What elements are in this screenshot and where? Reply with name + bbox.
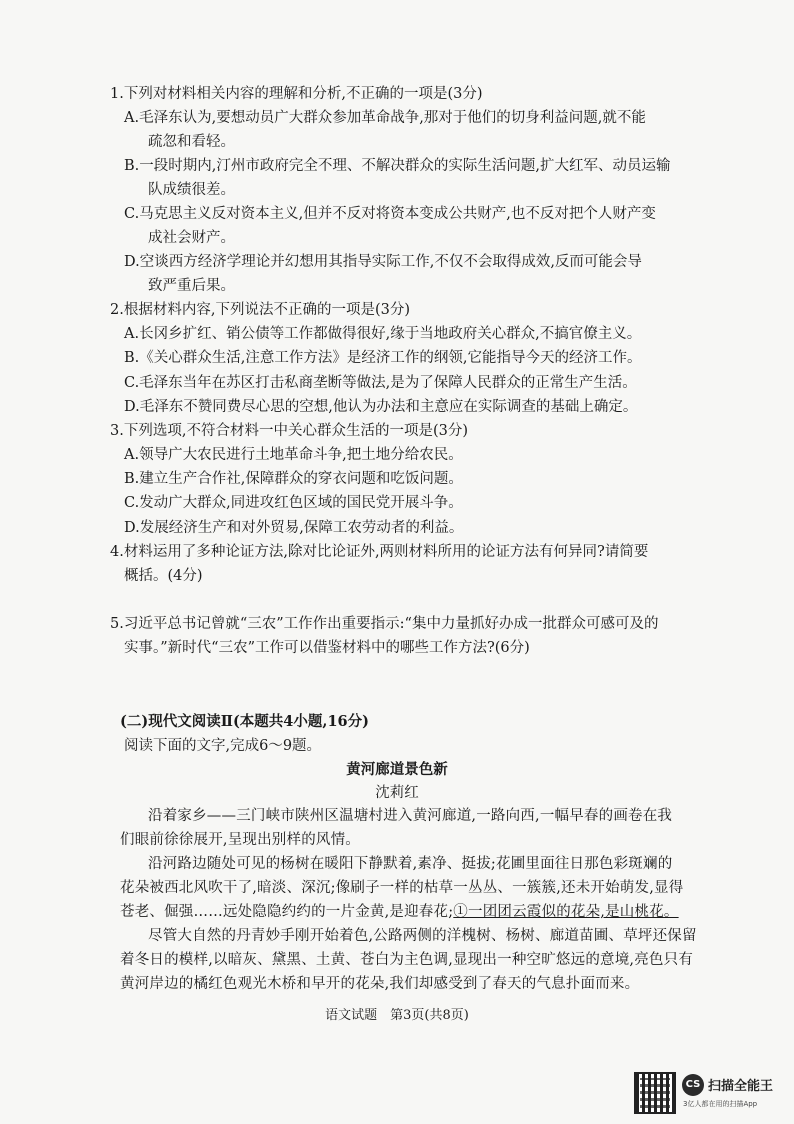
question-1-option-d: D.空谈西方经济学理论并幻想用其指导实际工作,不仅不会取得成效,反而可能会导 (124, 254, 642, 270)
page-footer: 语文试题 第3页(共8页) (325, 1008, 469, 1023)
question-1-option-a: A.毛泽东认为,要想动员广大群众参加革命战争,那对于他们的切身利益问题,就不能 (124, 110, 646, 126)
passage-line: 尽管大自然的丹青妙手刚开始着色,公路两侧的洋槐树、杨树、廊道苗圃、草坪还保留 (148, 928, 697, 944)
question-1-option-a-cont: 疏忽和看轻。 (148, 134, 235, 150)
question-1-option-d-cont: 致严重后果。 (148, 278, 235, 294)
passage-line: 沿河路边随处可见的杨树在暖阳下静默着,素净、挺拔;花圃里面往日那色彩斑斓的 (148, 856, 673, 872)
question-2-option-c: C.毛泽东当年在苏区打击私商垄断等做法,是为了保障人民群众的正常生产生活。 (124, 375, 637, 391)
camscanner-name: 扫描全能王 (708, 1079, 774, 1094)
question-4-stem-cont: 概括。(4分) (124, 568, 203, 584)
question-5-stem-cont: 实事。”新时代“三农”工作可以借鉴材料中的哪些工作方法?(6分) (124, 640, 530, 656)
question-1-option-c: C.马克思主义反对资本主义,但并不反对将资本变成公共财产,也不反对把个人财产变 (124, 206, 656, 222)
passage-title: 黄河廊道景色新 (346, 761, 448, 778)
passage-line: 沿着家乡——三门峡市陕州区温塘村进入黄河廊道,一路向西,一幅早春的画卷在我 (148, 808, 673, 824)
question-3-option-a: A.领导广大农民进行土地革命斗争,把土地分给农民。 (124, 447, 463, 463)
passage-line: 花朵被西北风吹干了,暗淡、深沉;像刷子一样的枯草一丛丛、一簇簇,还未开始萌发,显得 (120, 880, 684, 896)
section-heading: (二)现代文阅读Ⅱ(本题共4小题,16分) (120, 713, 369, 730)
passage-line-text: 苍老、倔强……远处隐隐约约的一片金黄,是迎春花; (120, 904, 454, 920)
question-1-option-b-cont: 队成绩很差。 (148, 182, 235, 198)
question-1-stem: 1.下列对材料相关内容的理解和分析,不正确的一项是(3分) (110, 86, 483, 102)
question-3-option-b: B.建立生产合作社,保障群众的穿衣问题和吃饭问题。 (124, 471, 463, 487)
question-3-stem: 3.下列选项,不符合材料一中关心群众生活的一项是(3分) (110, 423, 468, 439)
question-2-option-b: B.《关心群众生活,注意工作方法》是经济工作的纲领,它能指导今天的经济工作。 (124, 350, 642, 366)
question-1-option-b: B.一段时期内,汀州市政府完全不理、不解决群众的实际生活问题,扩大红军、动员运输 (124, 158, 671, 174)
camscanner-tagline: 3亿人都在用的扫描App (683, 1100, 758, 1108)
underlined-sentence-1: ①一团团云霞似的花朵,是山桃花。 (453, 904, 679, 920)
question-1-option-c-cont: 成社会财产。 (148, 230, 235, 246)
passage-line: 着冬日的模样,以暗灰、黛黑、土黄、苍白为主色调,显现出一种空旷悠远的意境,亮色只有 (120, 952, 694, 968)
question-4-stem: 4.材料运用了多种论证方法,除对比论证外,两则材料所用的论证方法有何异同?请简要 (110, 544, 649, 560)
question-2-option-d: D.毛泽东不赞同费尽心思的空想,他认为办法和主意应在实际调查的基础上确定。 (124, 399, 638, 415)
question-2-option-a: A.长冈乡扩红、销公债等工作都做得很好,缘于当地政府关心群众,不搞官僚主义。 (124, 326, 642, 342)
passage-line: 黄河岸边的橘红色观光木桥和早开的花朵,我们却感受到了春天的气息扑面而来。 (120, 976, 640, 992)
question-3-option-d: D.发展经济生产和对外贸易,保障工农劳动者的利益。 (124, 520, 464, 536)
section-instruction: 阅读下面的文字,完成6～9题。 (124, 738, 322, 754)
question-3-option-c: C.发动广大群众,同进攻红色区域的国民党开展斗争。 (124, 495, 463, 511)
qr-code-icon (634, 1072, 676, 1114)
passage-line: 们眼前徐徐展开,呈现出别样的风情。 (120, 832, 361, 848)
camscanner-logo-icon: CS (682, 1074, 704, 1096)
passage-author: 沈莉红 (375, 785, 419, 801)
question-2-stem: 2.根据材料内容,下列说法不正确的一项是(3分) (110, 302, 410, 318)
question-5-stem: 5.习近平总书记曾就“三农”工作作出重要指示:“集中力量抓好办成一批群众可感可及的 (110, 616, 659, 632)
passage-line (120, 900, 680, 921)
